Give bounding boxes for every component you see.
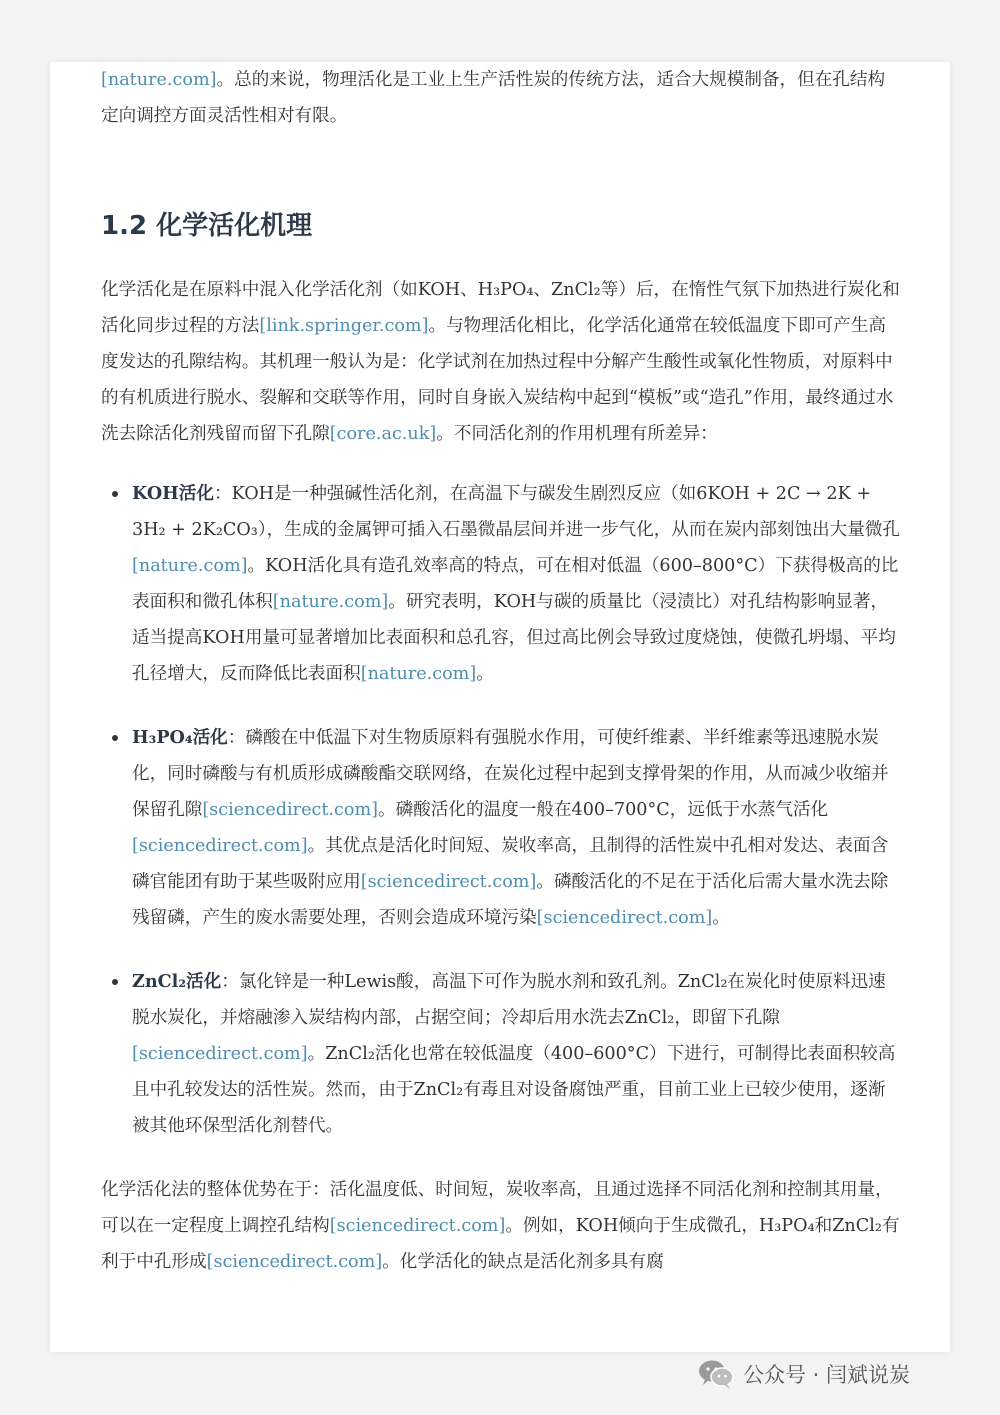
term-label: H₃PO₄活化 <box>132 727 228 748</box>
citation-link[interactable]: [sciencedirect.com] <box>206 1252 383 1272</box>
citation-link[interactable]: [nature.com] <box>272 592 389 612</box>
citation-link[interactable]: [sciencedirect.com] <box>329 1216 506 1236</box>
citation-link[interactable]: [nature.com] <box>360 664 477 684</box>
watermark-footer <box>697 1356 910 1392</box>
citation-link[interactable]: [nature.com] <box>101 70 217 90</box>
bullet-dot <box>112 491 118 497</box>
watermark-text: 公众号 · 闫斌说炭 <box>743 1363 911 1387</box>
top-paragraph: [nature.com]。总的来说，物理活化是工业上生产活性炭的传统方法，适合大规模制备，但在孔结构定向调控方面灵活性相对有限。 <box>101 70 886 126</box>
list-item-koh: KOH活化：KOH是一种强碱性活化剂，在高温下与碳发生剧烈反应（如6KOH + 2C → 2K + 3H₂ + 2K₂CO₃），生成的金属钾可插入石墨微晶层间并进一步气化，从而在炭内部刻蚀出大量微孔[nature.com]。KOH活化具有造孔效率高的特点，可在相对低温（600–800°C）下获得极高的比表面积和微孔体积[nature.com]。研究表明，KOH与碳的质量比（浸渍比）对孔结构影响显著，适当提高KOH用量可显著增加比表面积和总孔容，但过高比例会导致过度烧蚀，使微孔坍塌、平均孔径增大，反而降低比表面积[nature.com]。 <box>101 476 901 692</box>
citation-link[interactable]: [sciencedirect.com] <box>132 836 308 856</box>
term-label: ZnCl₂活化 <box>132 971 222 992</box>
activation-list <box>101 476 901 1144</box>
list-item-h3po4: H₃PO₄活化：磷酸在中低温下对生物质原料有强脱水作用，可使纤维素、半纤维素等迅速脱水炭化，同时磷酸与有机质形成磷酸酯交联网络，在炭化过程中起到支撑骨架的作用，从而减少收缩并保留孔隙[sciencedirect.com]。磷酸活化的温度一般在400–700°C，远低于水蒸气活化[sciencedirect.com]。其优点是活化时间短、炭收率高，且制得的活性炭中孔相对发达、表面含磷官能团有助于某些吸附应用[sciencedirect.com]。磷酸活化的不足在于活化后需大量水洗去除残留磷，产生的废水需要处理，否则会造成环境污染[sciencedirect.com]。 <box>101 720 901 936</box>
citation-link[interactable]: [link.springer.com] <box>259 316 429 336</box>
citation-link[interactable]: [sciencedirect.com] <box>132 1044 308 1064</box>
wechat-icon <box>697 1358 735 1390</box>
citation-link[interactable]: [sciencedirect.com] <box>360 872 537 892</box>
summary-paragraph: 化学活化法的整体优势在于：活化温度低、时间短，炭收率高，且通过选择不同活化剂和控制其用量，可以在一定程度上调控孔结构[sciencedirect.com]。例如，KOH倾向于生成微孔，H₃PO₄和ZnCl₂有利于中孔形成[sciencedirect.com]。化学活化的缺点是活化剂多具有腐 <box>101 1180 900 1272</box>
section-heading: 1.2 化学活化机理 <box>101 211 313 241</box>
citation-link[interactable]: [core.ac.uk] <box>329 424 437 444</box>
citation-link[interactable]: [sciencedirect.com] <box>536 908 713 928</box>
list-item-zncl2: ZnCl₂活化：氯化锌是一种Lewis酸，高温下可作为脱水剂和致孔剂。ZnCl₂在炭化时使原料迅速脱水炭化，并熔融渗入炭结构内部，占据空间；冷却后用水洗去ZnCl₂，即留下孔隙[sciencedirect.com]。ZnCl₂活化也常在较低温度（400–600°C）下进行，可制得比表面积较高且中孔较发达的活性炭。然而，由于ZnCl₂有毒且对设备腐蚀严重，目前工业上已较少使用，逐渐被其他环保型活化剂替代。 <box>101 964 901 1144</box>
article-body <box>101 62 901 1280</box>
bullet-dot <box>112 735 118 741</box>
bullet-dot <box>112 979 118 985</box>
citation-link[interactable]: [sciencedirect.com] <box>202 800 378 820</box>
term-label: KOH活化 <box>132 483 214 504</box>
intro-paragraph: 化学活化是在原料中混入化学活化剂（如KOH、H₃PO₄、ZnCl₂等）后，在惰性气氛下加热进行炭化和活化同步过程的方法[link.springer.com]。与物理活化相比，化学活化通常在较低温度下即可产生高度发达的孔隙结构。其机理一般认为是：化学试剂在加热过程中分解产生酸性或氧化性物质，对原料中的有机质进行脱水、裂解和交联等作用，同时自身嵌入炭结构中起到“模板”或“造孔”作用，最终通过水洗去除活化剂残留而留下孔隙[core.ac.uk]。不同活化剂的作用机理有所差异： <box>101 280 900 444</box>
citation-link[interactable]: [nature.com] <box>132 556 248 576</box>
